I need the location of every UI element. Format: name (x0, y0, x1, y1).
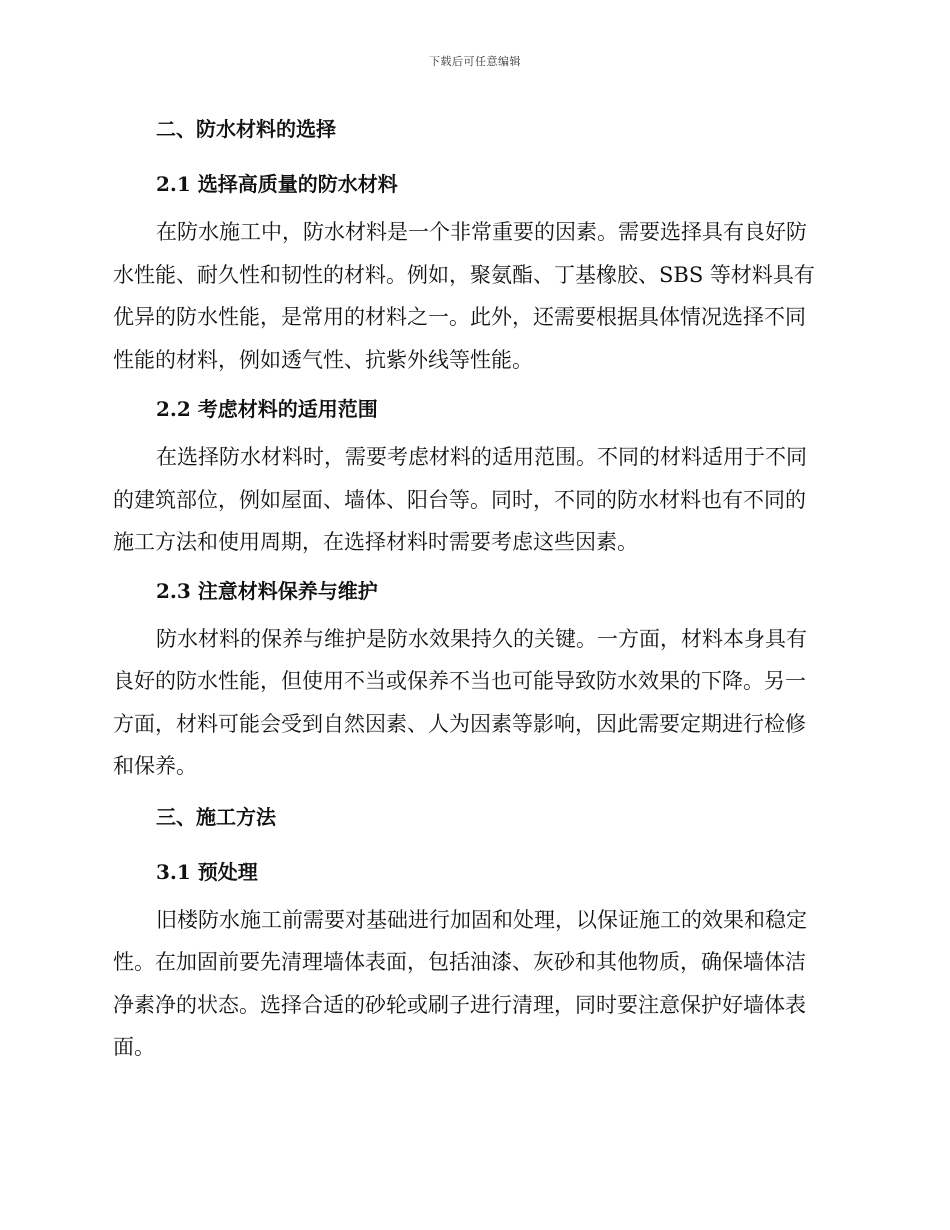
paragraph-line: 防水材料的保养与维护是防水效果持久的关键。一方面，材料本身具有 (156, 626, 807, 651)
paragraph-line: 施工方法和使用周期，在选择材料时需要考虑这些因素。 (113, 530, 638, 554)
paragraph-line: 在选择防水材料时，需要考虑材料的适用范围。不同的材料适用于不同 (156, 445, 807, 469)
subsection-heading-3-1: 3.1 预处理 (156, 859, 258, 884)
paragraph-line: 良好的防水性能，但使用不当或保养不当也可能导致防水效果的下降。另一 (113, 669, 806, 693)
paragraph-3-1 (113, 899, 831, 1069)
paragraph-line: 优异的防水性能，是常用的材料之一。此外，还需要根据具体情况选择不同 (113, 305, 806, 329)
section-heading-3: 三、施工方法 (156, 804, 276, 829)
paragraph-line: 的建筑部位，例如屋面、墙体、阳台等。同时，不同的防水材料也有不同的 (113, 487, 806, 512)
subsection-heading-2-3: 2.3 注意材料保养与维护 (156, 578, 378, 603)
paragraph-line: 方面，材料可能会受到自然因素、人为因素等影响，因此需要定期进行检修 (113, 711, 806, 736)
paragraph-line: 面。 (113, 1035, 155, 1059)
paragraph-line: 净素净的状态。选择合适的砂轮或刷子进行清理，同时要注意保护好墙体表 (113, 992, 806, 1017)
paragraph-line: 在防水施工中，防水材料是一个非常重要的因素。需要选择具有良好防 (156, 220, 807, 244)
paragraph-line: 水性能、耐久性和韧性的材料。例如，聚氨酯、丁基橡胶、SBS 等材料具有 (113, 262, 815, 287)
document-body (113, 108, 831, 1069)
paragraph-2-3 (113, 618, 831, 788)
paragraph-line: 和保养。 (113, 754, 197, 778)
subsection-heading-2-1: 2.1 选择高质量的防水材料 (156, 172, 398, 196)
paragraph-line: 性。在加固前要先清理墙体表面，包括油漆、灰砂和其他物质，确保墙体洁 (113, 950, 806, 974)
paragraph-2-1 (113, 211, 831, 381)
paragraph-line: 旧楼防水施工前需要对基础进行加固和处理，以保证施工的效果和稳定 (156, 907, 807, 932)
section-heading-2: 二、防水材料的选择 (156, 117, 336, 141)
subsection-heading-2-2: 2.2 考虑材料的适用范围 (156, 397, 378, 421)
page-header: 下载后可任意编辑 (429, 55, 521, 68)
paragraph-line: 性能的材料，例如透气性、抗紫外线等性能。 (113, 347, 533, 372)
paragraph-2-2 (113, 436, 831, 564)
